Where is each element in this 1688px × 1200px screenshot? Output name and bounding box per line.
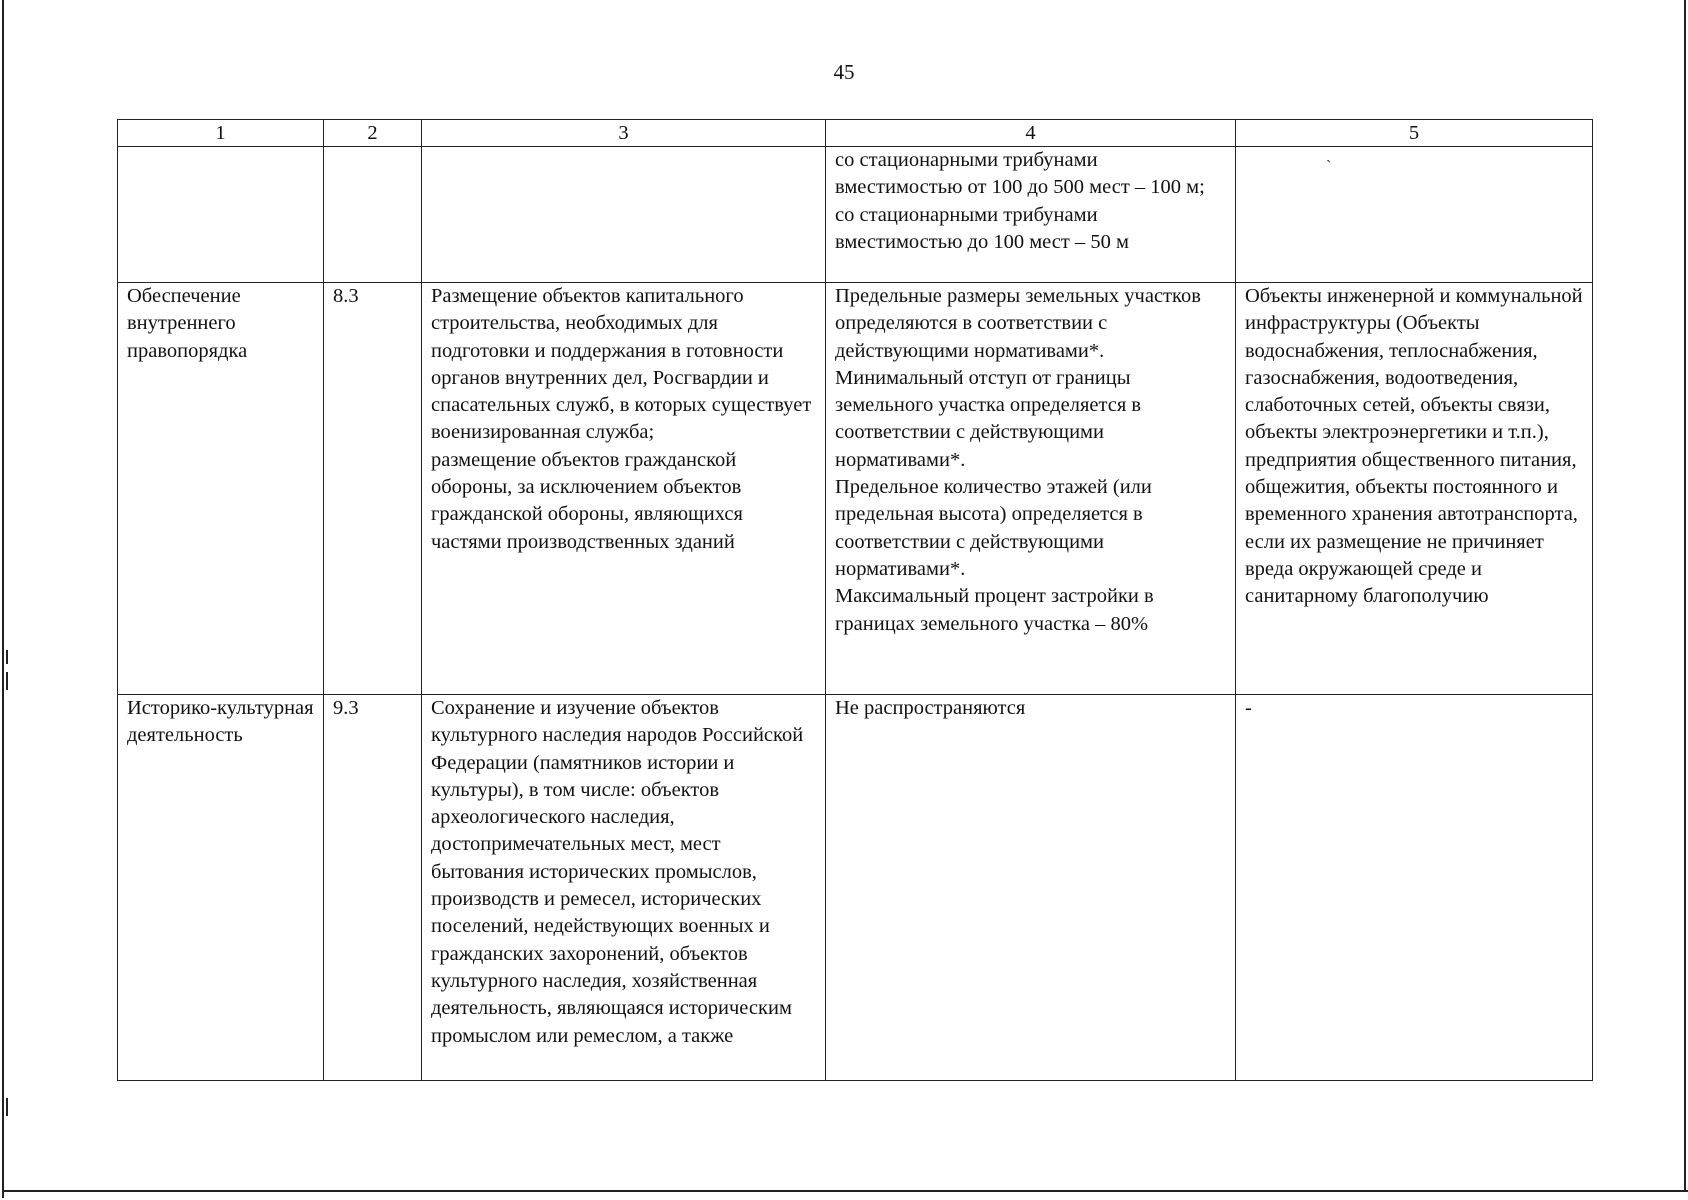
- table-row: [118, 695, 1593, 1081]
- parameters-cell: Предельные размеры земельных участков определяются в соответствии с действующими нормативами*. Минимальный отступ от границы земельного участка определяется в соответствии с действующими нормативами*. Предельное количество этажей (или предельная высота) определяется в соответствии с действующими нормативами*. Максимальный процент застройки в границах земельного участка – 80%: [826, 283, 1236, 695]
- page-frame-bottom-edge: [2, 1190, 1688, 1192]
- page-frame-right-edge: [1684, 0, 1686, 1190]
- land-use-table: [117, 119, 1593, 1081]
- auxiliary-uses-cell: -: [1236, 695, 1593, 1081]
- stray-mark: `: [1326, 158, 1332, 175]
- parameters-cell: Не распространяются: [826, 695, 1236, 1081]
- land-use-description-cell: Сохранение и изучение объектов культурного наследия народов Российской Федерации (памятников истории и культуры), в том числе: объектов археологического наследия, достопримечательных мест, мест бытования исторических промыслов, производств и ремесел, исторических поселений, недействующих военных и гражданских захоронений, объектов культурного наследия, хозяйственная деятельность, являющаяся историческим промыслом или ремеслом, а также: [422, 695, 826, 1081]
- land-use-name-cell: Обеспечение внутреннего правопорядка: [118, 283, 324, 695]
- column-header: 5: [1236, 120, 1593, 147]
- column-header: 3: [422, 120, 826, 147]
- land-use-name-cell: [118, 147, 324, 283]
- column-header: 2: [324, 120, 422, 147]
- table-body: [118, 147, 1593, 1081]
- margin-mark: [6, 672, 8, 690]
- table-row: [118, 283, 1593, 695]
- table-row: [118, 147, 1593, 283]
- margin-mark: [6, 650, 8, 664]
- land-use-description-cell: Размещение объектов капитального строительства, необходимых для подготовки и поддержания в готовности органов внутренних дел, Росгвардии и спасательных служб, в которых существует военизированная служба; размещение объектов гражданской обороны, за исключением объектов гражданской обороны, являющихся частями производственных зданий: [422, 283, 826, 695]
- land-use-code-cell: 8.3: [324, 283, 422, 695]
- parameters-cell: со стационарными трибунами вместимостью от 100 до 500 мест – 100 м; со стационарными трибунами вместимостью до 100 мест – 50 м: [826, 147, 1236, 283]
- table-header-row: [118, 120, 1593, 147]
- page-frame-left-edge: [2, 0, 4, 1198]
- column-header: 4: [826, 120, 1236, 147]
- page-number: 45: [833, 60, 855, 84]
- land-use-description-cell: [422, 147, 826, 283]
- auxiliary-uses-cell: Объекты инженерной и коммунальной инфраструктуры (Объекты водоснабжения, теплоснабжения, газоснабжения, водоотведения, слаботочных сетей, объекты связи, объекты электроэнергетики и т.п.), предприятия общественного питания, общежития, объекты постоянного и временного хранения автотранспорта, если их размещение не причиняет вреда окружающей среде и санитарному благополучию: [1236, 283, 1593, 695]
- land-use-code-cell: [324, 147, 422, 283]
- land-use-name-cell: Историко-культурная деятельность: [118, 695, 324, 1081]
- column-header: 1: [118, 120, 324, 147]
- margin-mark: [6, 1098, 8, 1116]
- land-use-code-cell: 9.3: [324, 695, 422, 1081]
- auxiliary-uses-cell: [1236, 147, 1593, 283]
